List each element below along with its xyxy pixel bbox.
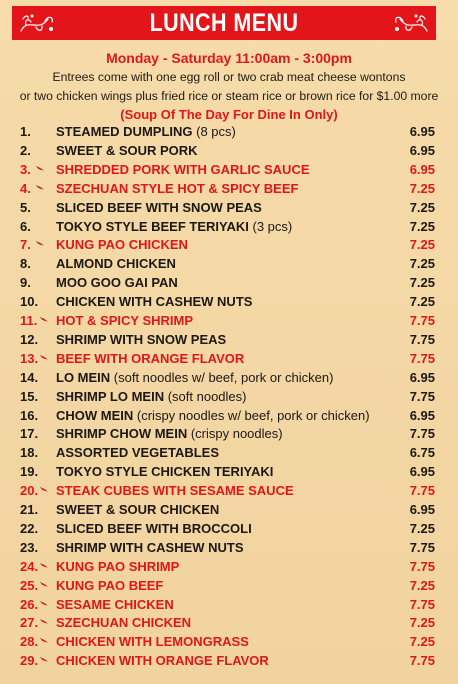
item-name bbox=[56, 483, 294, 498]
item-price: 6.95 bbox=[409, 407, 435, 423]
item-detail: (soft noodles) bbox=[164, 388, 247, 404]
item-detail: (3 pcs) bbox=[248, 218, 293, 234]
item-name bbox=[56, 389, 246, 404]
item-title: SLICED BEEF WITH SNOW PEAS bbox=[56, 199, 262, 215]
menu-title: LUNCH MENU bbox=[149, 9, 299, 37]
chili-pepper-icon bbox=[40, 487, 49, 492]
item-number: 9. bbox=[20, 275, 31, 291]
item-title: SHRIMP WITH SNOW PEAS bbox=[56, 331, 227, 347]
item-name bbox=[56, 143, 198, 158]
item-price: 6.95 bbox=[409, 124, 435, 139]
menu-item bbox=[0, 292, 458, 311]
item-price: 7.25 bbox=[409, 615, 435, 631]
menu-item bbox=[0, 349, 458, 368]
item-title: HOT & SPICY SHRIMP bbox=[56, 313, 194, 328]
item-number: 28. bbox=[20, 634, 39, 650]
item-detail: (soft noodles w/ beef, pork or chicken) bbox=[110, 369, 334, 385]
item-number: 18. bbox=[20, 445, 39, 461]
item-price: 7.75 bbox=[409, 313, 435, 328]
item-name bbox=[56, 615, 191, 630]
menu-item bbox=[0, 141, 458, 160]
item-price: 7.75 bbox=[409, 350, 435, 366]
item-title: SHRIMP WITH CASHEW NUTS bbox=[56, 539, 244, 555]
item-title: SHRIMP LO MEIN bbox=[56, 388, 165, 404]
menu-item bbox=[0, 613, 458, 632]
item-title: TOKYO STYLE BEEF TERIYAKI bbox=[56, 218, 249, 234]
chili-pepper-icon bbox=[36, 166, 45, 171]
item-name bbox=[56, 559, 179, 574]
item-number: 4. bbox=[20, 180, 31, 196]
entree-note-line-1: Entrees come with one egg roll or two crab meat cheese wontons bbox=[52, 70, 406, 84]
menu-item bbox=[0, 311, 458, 330]
item-price: 7.25 bbox=[409, 275, 435, 291]
item-title: SLICED BEEF WITH BROCCOLI bbox=[56, 520, 252, 536]
item-number: 6. bbox=[20, 218, 31, 234]
item-title: ALMOND CHICKEN bbox=[56, 256, 176, 272]
item-number: 14. bbox=[20, 369, 39, 385]
menu-item bbox=[0, 443, 458, 462]
chili-pepper-icon bbox=[40, 582, 49, 587]
item-price: 6.75 bbox=[409, 445, 435, 461]
item-number: 20. bbox=[20, 483, 39, 499]
item-number: 22. bbox=[20, 520, 39, 536]
item-number: 3. bbox=[20, 161, 31, 177]
item-title: CHOW MEIN bbox=[56, 407, 134, 423]
item-number: 2. bbox=[20, 142, 31, 158]
item-number: 7. bbox=[20, 237, 31, 253]
title-banner bbox=[12, 6, 436, 40]
item-title: LO MEIN bbox=[56, 369, 111, 385]
item-price: 6.95 bbox=[409, 142, 435, 158]
item-number: 11. bbox=[20, 313, 38, 328]
item-price: 6.95 bbox=[409, 369, 435, 385]
item-name bbox=[56, 597, 174, 612]
item-price: 6.95 bbox=[409, 502, 435, 517]
item-number: 19. bbox=[20, 464, 39, 480]
item-number: 12. bbox=[20, 331, 39, 347]
menu-item bbox=[0, 500, 458, 519]
menu-item bbox=[0, 406, 458, 425]
item-name bbox=[56, 181, 298, 196]
item-title: TOKYO STYLE CHICKEN TERIYAKI bbox=[56, 464, 274, 480]
item-price: 6.95 bbox=[409, 161, 435, 177]
lunch-hours: Monday - Saturday 11:00am - 3:00pm bbox=[106, 50, 352, 66]
item-name bbox=[56, 124, 236, 139]
chili-pepper-icon bbox=[40, 619, 49, 624]
item-title: SHREDDED PORK WITH GARLIC SAUCE bbox=[56, 161, 310, 177]
menu-item bbox=[0, 198, 458, 217]
menu-item bbox=[0, 254, 458, 273]
item-price: 7.25 bbox=[409, 256, 435, 272]
item-number: 16. bbox=[20, 407, 39, 423]
item-price: 7.75 bbox=[409, 596, 435, 612]
menu-item bbox=[0, 462, 458, 481]
menu-item bbox=[0, 122, 458, 141]
item-name bbox=[56, 294, 252, 309]
chili-pepper-icon bbox=[40, 355, 49, 360]
item-name bbox=[56, 351, 244, 366]
item-title: SZECHUAN STYLE HOT & SPICY BEEF bbox=[56, 180, 299, 196]
item-name bbox=[56, 540, 244, 555]
item-name bbox=[56, 256, 176, 271]
item-price: 7.25 bbox=[409, 294, 435, 310]
item-name bbox=[56, 408, 370, 423]
item-name bbox=[56, 445, 219, 460]
soup-note: (Soup Of The Day For Dine In Only) bbox=[120, 107, 338, 122]
item-name bbox=[56, 219, 292, 234]
item-title: KUNG PAO SHRIMP bbox=[56, 558, 180, 574]
item-name bbox=[56, 578, 163, 593]
item-price: 6.95 bbox=[409, 464, 435, 480]
chili-pepper-icon bbox=[40, 601, 49, 606]
item-number: 21. bbox=[20, 502, 39, 517]
item-number: 5. bbox=[20, 199, 31, 215]
item-number: 10. bbox=[20, 294, 39, 310]
item-number: 17. bbox=[20, 426, 39, 442]
item-price: 7.25 bbox=[409, 237, 435, 253]
item-name bbox=[56, 464, 273, 479]
item-detail: (crispy noodles w/ beef, pork or chicken) bbox=[133, 407, 370, 423]
item-price: 7.25 bbox=[409, 180, 435, 196]
item-price: 7.25 bbox=[409, 199, 435, 215]
item-number: 23. bbox=[20, 539, 39, 555]
item-price: 7.75 bbox=[409, 653, 435, 669]
item-detail: (8 pcs) bbox=[192, 124, 236, 139]
chili-pepper-icon bbox=[36, 241, 45, 246]
menu-item bbox=[0, 330, 458, 349]
menu-item bbox=[0, 179, 458, 198]
item-title: CHICKEN WITH ORANGE FLAVOR bbox=[56, 653, 269, 669]
chili-pepper-icon bbox=[40, 563, 49, 568]
menu-item bbox=[0, 595, 458, 614]
menu-item bbox=[0, 160, 458, 179]
item-title: BEEF WITH ORANGE FLAVOR bbox=[56, 350, 245, 366]
menu-item bbox=[0, 368, 458, 387]
menu-item bbox=[0, 651, 458, 670]
item-name bbox=[56, 370, 333, 385]
item-number: 1. bbox=[20, 124, 31, 139]
item-name bbox=[56, 237, 188, 252]
menu-item bbox=[0, 538, 458, 557]
item-title: CHICKEN WITH CASHEW NUTS bbox=[56, 294, 253, 310]
menu-item bbox=[0, 576, 458, 595]
item-number: 24. bbox=[20, 558, 39, 574]
item-title: SWEET & SOUR CHICKEN bbox=[56, 502, 220, 517]
menu-item bbox=[0, 424, 458, 443]
chili-pepper-icon bbox=[40, 638, 49, 643]
item-number: 29. bbox=[20, 653, 39, 669]
item-number: 8. bbox=[20, 256, 31, 272]
item-name bbox=[56, 275, 178, 290]
item-price: 7.25 bbox=[409, 634, 435, 650]
item-title: KUNG PAO BEEF bbox=[56, 577, 164, 593]
item-name bbox=[56, 653, 269, 668]
item-title: SESAME CHICKEN bbox=[56, 596, 174, 612]
item-number: 13. bbox=[20, 350, 39, 366]
item-price: 7.75 bbox=[409, 558, 435, 574]
item-title: SZECHUAN CHICKEN bbox=[56, 615, 192, 631]
menu-item bbox=[0, 557, 458, 576]
item-title: KUNG PAO CHICKEN bbox=[56, 237, 188, 253]
item-title: ASSORTED VEGETABLES bbox=[56, 445, 220, 461]
item-title: SWEET & SOUR PORK bbox=[56, 142, 198, 158]
menu-item bbox=[0, 519, 458, 538]
item-price: 7.75 bbox=[409, 388, 435, 404]
item-name bbox=[56, 313, 193, 328]
item-title: CHICKEN WITH LEMONGRASS bbox=[56, 634, 249, 650]
menu-item bbox=[0, 387, 458, 406]
entree-note-line-2: or two chicken wings plus fried rice or steam rice or brown rice for $1.00 more bbox=[19, 89, 439, 103]
item-title: STEAMED DUMPLING bbox=[56, 124, 193, 139]
menu-item bbox=[0, 481, 458, 500]
menu-item bbox=[0, 632, 458, 651]
chili-pepper-icon bbox=[36, 185, 45, 190]
item-number: 15. bbox=[20, 388, 39, 404]
item-name bbox=[56, 521, 252, 536]
menu-item bbox=[0, 273, 458, 292]
item-price: 7.75 bbox=[409, 426, 435, 442]
item-price: 7.75 bbox=[409, 331, 435, 347]
item-price: 7.75 bbox=[409, 483, 435, 499]
item-number: 26. bbox=[20, 596, 39, 612]
item-price: 7.25 bbox=[409, 520, 435, 536]
item-name bbox=[56, 502, 219, 517]
item-title: MOO GOO GAI PAN bbox=[56, 275, 178, 291]
chili-pepper-icon bbox=[40, 317, 49, 322]
item-price: 7.25 bbox=[409, 577, 435, 593]
item-price: 7.75 bbox=[409, 539, 435, 555]
floral-ornament-icon bbox=[390, 11, 430, 37]
item-name bbox=[56, 332, 226, 347]
chili-pepper-icon bbox=[40, 657, 49, 662]
menu-item bbox=[0, 235, 458, 254]
item-title: SHRIMP CHOW MEIN bbox=[56, 426, 188, 442]
item-detail: (crispy noodles) bbox=[187, 426, 283, 442]
item-name bbox=[56, 200, 262, 215]
item-number: 25. bbox=[20, 577, 39, 593]
item-title: STEAK CUBES WITH SESAME SAUCE bbox=[56, 483, 294, 499]
item-number: 27. bbox=[20, 615, 39, 631]
item-name bbox=[56, 162, 310, 177]
menu-item bbox=[0, 217, 458, 236]
item-price: 7.25 bbox=[409, 218, 435, 234]
item-name bbox=[56, 426, 283, 441]
item-name bbox=[56, 634, 249, 649]
